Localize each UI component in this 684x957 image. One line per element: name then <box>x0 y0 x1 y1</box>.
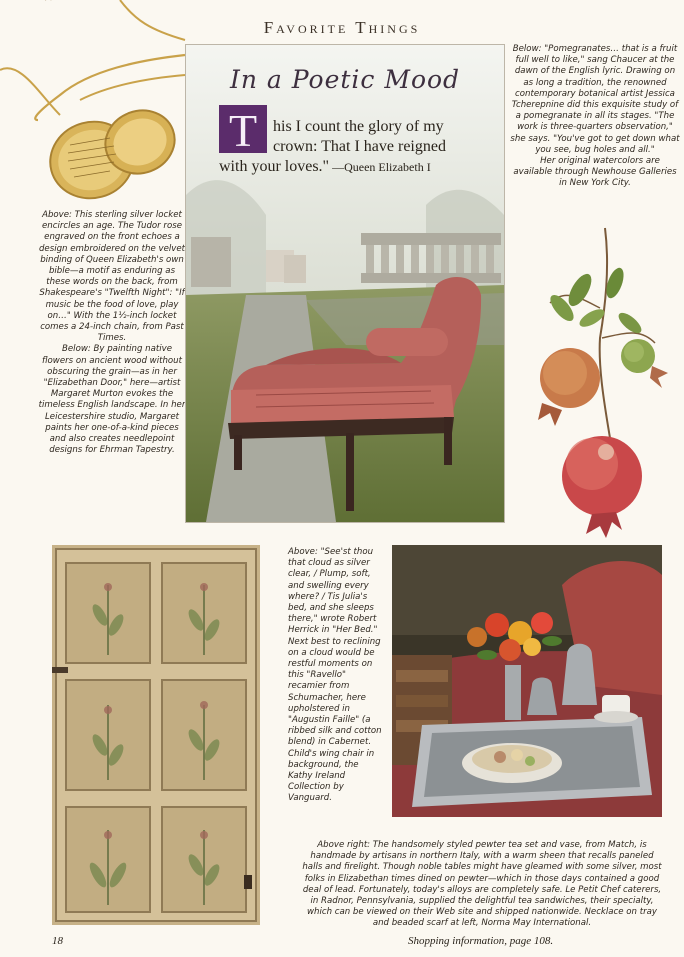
quote-line-1: his I count the glory of my <box>273 118 444 135</box>
tea-set-illustration <box>392 545 662 817</box>
quote-attribution: —Queen Elizabeth I <box>329 160 431 174</box>
elizabethan-door-photo <box>52 545 260 925</box>
quote-line-3: with your loves." <box>219 158 330 175</box>
pomegranate-caption <box>510 44 680 190</box>
page-number: 18 <box>52 935 63 947</box>
drop-cap: T <box>219 105 267 153</box>
locket-caption <box>38 210 186 456</box>
door-illustration <box>52 545 260 925</box>
section-header: Favorite Things <box>263 18 421 37</box>
locket-photo <box>0 0 185 200</box>
pomegranate-caption-para-2: Her original watercolors are available through Newhouse Galleries in New York City. <box>513 156 677 189</box>
locket-engraving <box>0 0 57 1</box>
pomegranate-caption-para-1: Below: "Pomegranates… that is a fruit full well to like," sang Chaucer at the dawn of the English lyric. Drawing on as long a tradition, the renowned contemporary botanical artist Jessica Tcherepnine did this exquisite study of a pomegranate in all its stages. "The work is three-quarters observation," she says. "You've got to get down what you see, bug holes and all." <box>510 44 680 155</box>
locket-illustration <box>0 0 185 200</box>
feature-panel <box>185 44 505 523</box>
locket-caption-para-2: Below: By painting native flowers on ancient wood without obscuring the grain—as in her "Elizabethan Door," here—artist Margaret Murton evokes the timeless English landscape. In her Leicestershire studio, Margaret paints her one-of-a-kind pieces and also creates needlepoint designs for Ehrman Tapestry. <box>38 344 186 456</box>
shopping-info: Shopping information, page 108. <box>408 935 554 947</box>
quote-line-2: crown: That I have reigned <box>273 138 446 155</box>
feature-title: In a Poetic Mood <box>229 65 461 94</box>
tea-caption: Above right: The handsomely styled pewter tea set and vase, from Match, is handmade by artisans in northern Italy, with a warm sheen that recalls paneled halls and firelight. Though noble tables might have gleamed with some silver, most folks in Elizabethan times dined on pewter—which in those days contained a good deal of lead. Fortunately, today's alloys are completely safe. Le Petit Chef caterers, in Radnor, Pennsylvania, supplied the delightful tea sandwiches, their specialty, which can be viewed on their Web site and shipped nationwide. Necklace on tray and beaded scarf at left, Norma May International. <box>302 840 662 929</box>
feature-quote <box>273 117 503 157</box>
pomegranate-painting <box>510 228 684 540</box>
pomegranate-illustration <box>510 228 684 540</box>
recamier-caption: Above: "See'st thou that cloud as silver clear, / Plump, soft, and swelling every where? / Tis Julia's bed, and she sleeps there," wrote Robert Herrick in "Her Bed." Next best to reclining on a cloud would be restful moments on this "Ravello" recamier from Schumacher, here upholstered in "Augustin Faille" (a ribbed silk and cotton blend) in Cabernet. Child's wing chair in background, the Kathy Ireland Collection by Vanguard. <box>288 547 382 804</box>
tea-set-photo <box>392 545 662 817</box>
feature-quote-last <box>219 157 509 177</box>
locket-caption-para-1: Above: This sterling silver locket encircles an age. The Tudor rose engraved on the front echoes a design embroidered on the velvet binding of Queen Elizabeth's own bible—a motif as enduring as these words on the back, from Shakespeare's "Twelfth Night": "If music be the food of love, play on…" With the 1½-inch locket comes a 24-inch chain, from Past Times. <box>38 210 186 344</box>
